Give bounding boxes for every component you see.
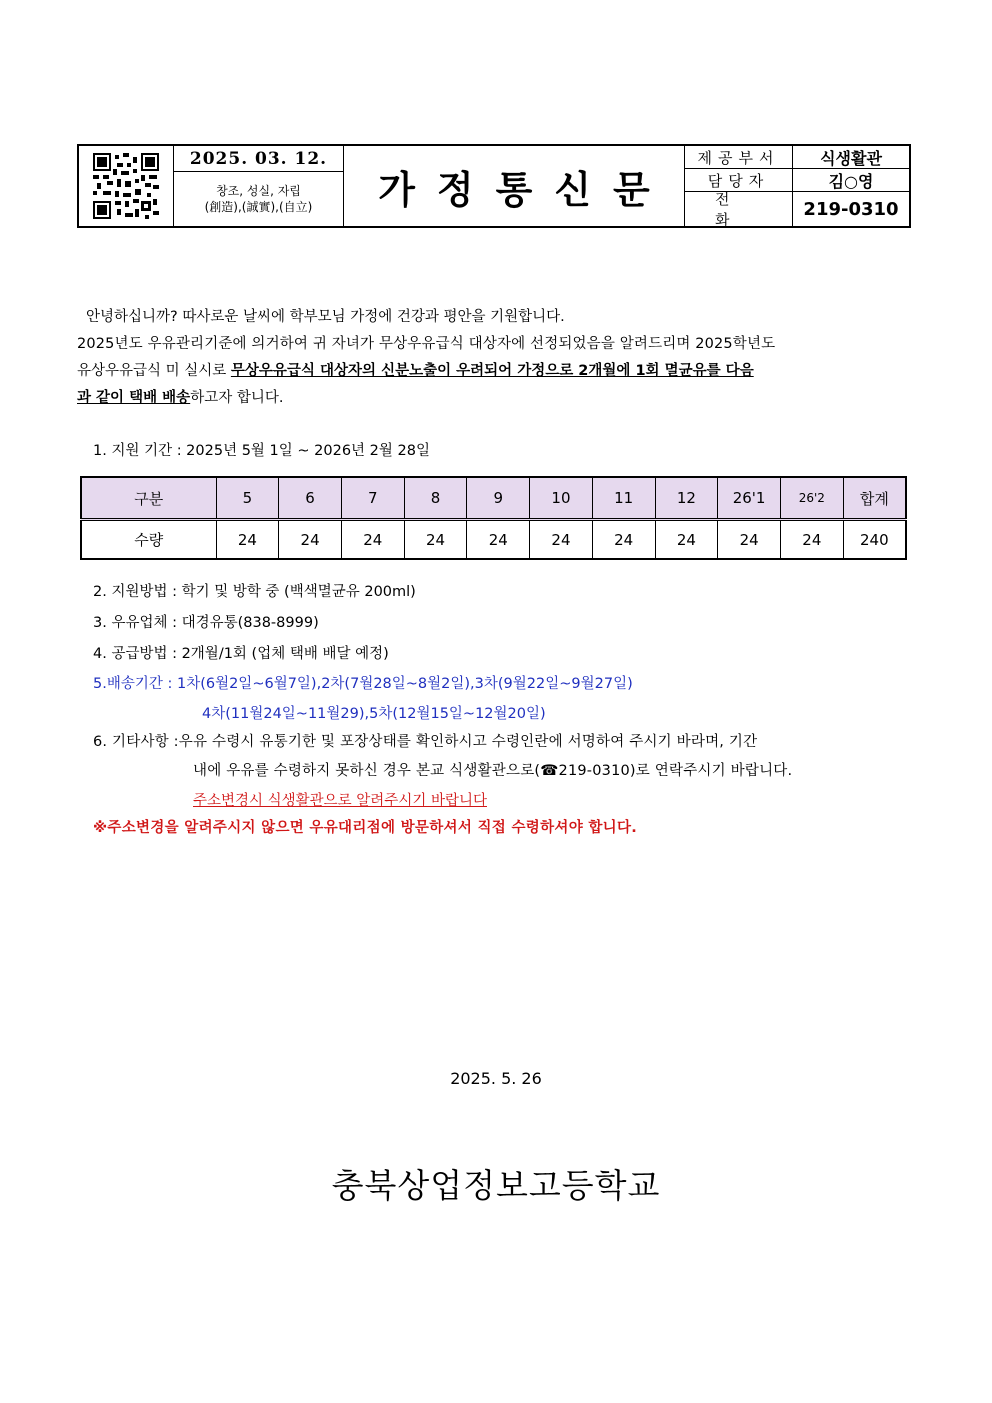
table-cell: 24: [718, 520, 781, 560]
manager-value: 김○영: [793, 169, 909, 192]
table-header-label: 구분: [81, 477, 216, 520]
phone-value: 219-0310: [803, 198, 899, 220]
motto-korean: 창조, 성실, 자립: [216, 184, 301, 198]
table-header-cell: 12: [655, 477, 718, 520]
item-delivery-period-cont: 4차(11월24일~11월29),5차(12월15일~12월20일): [202, 706, 546, 722]
item-support-period: 1. 지원 기간 : 2025년 5월 1일 ~ 2026년 2월 28일: [93, 443, 430, 459]
table-header-cell: 8: [404, 477, 467, 520]
issue-date: 2025. 03. 12.: [174, 146, 344, 172]
table-header-cell: 26'1: [718, 477, 781, 520]
dept-label: 제공부서: [685, 146, 793, 169]
paragraph-line-2: [77, 360, 754, 382]
school-name: 충북상업정보고등학교: [331, 1166, 661, 1205]
phone-label: 전화: [685, 192, 793, 226]
item-milk-vendor: 3. 우유업체 : 대경유통(838-8999): [93, 615, 319, 631]
table-cell: 24: [780, 520, 843, 560]
item-other-notes: 6. 기타사항 :우유 수령시 유통기한 및 포장상태를 확인하시고 수령인란에 서명하여 주시기 바라며, 기간: [93, 734, 758, 750]
table-header-cell: 10: [530, 477, 593, 520]
item-support-method: 2. 지원방법 : 학기 및 방학 중 (백색멸균유 200ml): [93, 584, 416, 600]
paragraph-line-3-plain: 하고자 합니다.: [190, 390, 284, 406]
table-row-label: 수량: [81, 520, 216, 560]
milk-quantity-table: [80, 476, 907, 560]
greeting: 안녕하십니까? 따사로운 날씨에 학부모님 가정에 건강과 평안을 기원합니다.: [86, 309, 565, 325]
dept-value: 식생활관: [793, 146, 909, 169]
table-cell: 24: [467, 520, 530, 560]
item-other-notes-cont: 내에 우유를 수령하지 못하신 경우 본교 식생활관으로(☎219-0310)로 연락주시기 바랍니다.: [193, 763, 793, 779]
school-motto: [174, 172, 344, 226]
table-cell: 24: [216, 520, 279, 560]
table-header-cell: 11: [592, 477, 655, 520]
qr-code[interactable]: [79, 146, 174, 226]
manager-label: 담당자: [685, 169, 793, 192]
table-cell: 24: [592, 520, 655, 560]
motto-hanja: (創造),(誠實),(自立): [204, 200, 313, 214]
table-cell: 24: [404, 520, 467, 560]
header-table: [77, 144, 911, 228]
table-cell: 240: [843, 520, 906, 560]
item-supply-method: 4. 공급방법 : 2개월/1회 (업체 택배 배달 예정): [93, 646, 389, 662]
paragraph-emphasis-2: 과 같이 택배 배송: [77, 390, 191, 406]
signature-date: 2025. 5. 26: [450, 1069, 542, 1088]
table-cell: 24: [279, 520, 342, 560]
warning-notice: ※주소변경을 알려주시지 않으면 우유대리점에 방문하셔서 직접 수령하셔야 합니다.: [93, 820, 638, 836]
table-cell: 24: [341, 520, 404, 560]
paragraph-line-2-plain: 유상우유급식 미 실시로: [77, 363, 231, 379]
table-row: [81, 520, 906, 560]
paragraph-line-3: [77, 387, 283, 409]
table-header-cell: 26'2: [780, 477, 843, 520]
paragraph-line-1: 2025년도 우유관리기준에 의거하여 귀 자녀가 무상우유급식 대상자에 선정되었음을 알려드리며 2025학년도: [77, 336, 776, 352]
table-cell: 24: [655, 520, 718, 560]
table-header-row: [81, 477, 906, 520]
table-header-cell: 합계: [843, 477, 906, 520]
item-delivery-period: 5.배송기간 : 1차(6월2일~6월7일),2차(7월28일~8월2일),3차(9월22일~9월27일): [93, 676, 633, 692]
qr-code-icon: [93, 153, 159, 219]
page-title: 가정통신문: [344, 146, 685, 226]
paragraph-emphasis-1: 무상우유급식 대상자의 신분노출이 우려되어 가정으로 2개월에 1회 멸균유를 다음: [230, 363, 754, 379]
address-change-notice: 주소변경시 식생활관으로 알려주시기 바랍니다: [193, 793, 487, 809]
table-header-cell: 6: [279, 477, 342, 520]
table-cell: 24: [530, 520, 593, 560]
table-header-cell: 7: [341, 477, 404, 520]
table-header-cell: 9: [467, 477, 530, 520]
table-header-cell: 5: [216, 477, 279, 520]
